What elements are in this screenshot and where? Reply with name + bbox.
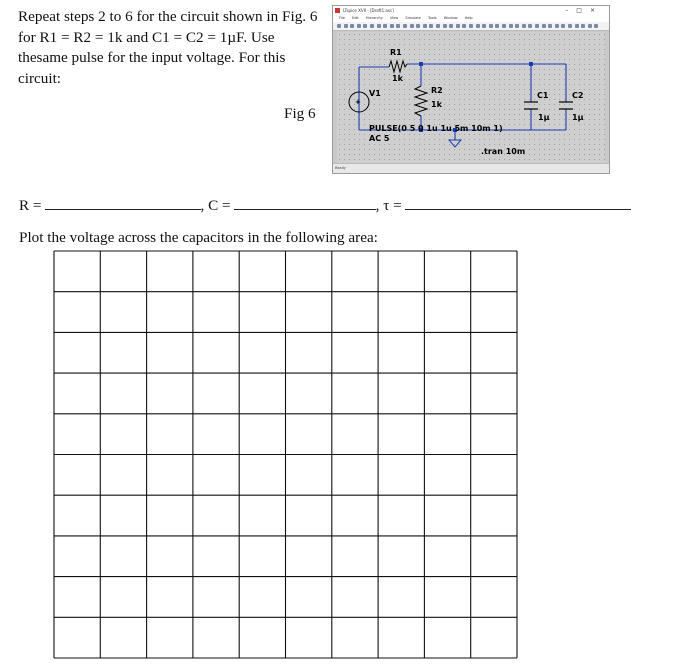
- v1-name-label: V1: [369, 89, 381, 98]
- source-ac-label: AC 5: [369, 134, 390, 143]
- status-text: Ready: [335, 166, 346, 170]
- menu-item: Window: [443, 16, 458, 20]
- menu-item: Hierarchy: [365, 16, 383, 20]
- menu-item: File: [339, 16, 345, 20]
- c1-name-label: C1: [537, 91, 549, 100]
- c1-value-label: 1µ: [538, 113, 550, 122]
- plus-icon: +: [355, 98, 361, 106]
- c2-name-label: C2: [572, 91, 584, 100]
- tau-label: , τ =: [375, 197, 402, 214]
- ltspice-window-title: LTspice XVII - [Draft1.asc]: [343, 8, 394, 13]
- r2-name-label: R2: [431, 86, 443, 95]
- window-controls-icon: –□×: [565, 7, 603, 14]
- r2-value-label: 1k: [431, 100, 442, 109]
- r1-name-label: R1: [390, 48, 402, 57]
- instruction-line: for R1 = R2 = 1k and C1 = C2 = 1µF. Use: [18, 28, 275, 46]
- source-spec-label: PULSE(0 5 0 1u 1u 5m 10m 1): [369, 124, 503, 133]
- menu-item: Tools: [427, 16, 437, 20]
- instruction-line: Repeat steps 2 to 6 for the circuit shown in Fig. 6: [18, 8, 318, 25]
- instruction-line: thesame pulse for the input voltage. For this: [18, 49, 286, 66]
- tran-directive-label: .tran 10m: [481, 147, 526, 156]
- c-label: , C =: [200, 197, 231, 214]
- r1-value-label: 1k: [392, 74, 403, 83]
- plot-instruction: Plot the voltage across the capacitors in the following area:: [19, 229, 378, 246]
- menu-item: Simulate: [405, 16, 421, 20]
- figure-label: Fig 6: [284, 105, 316, 122]
- instruction-line: circuit:: [18, 69, 62, 87]
- menu-item: Help: [464, 16, 473, 20]
- menu-item: Edit: [351, 16, 359, 20]
- c2-value-label: 1µ: [572, 113, 584, 122]
- r-label: R =: [19, 197, 42, 214]
- menu-item: View: [389, 16, 399, 20]
